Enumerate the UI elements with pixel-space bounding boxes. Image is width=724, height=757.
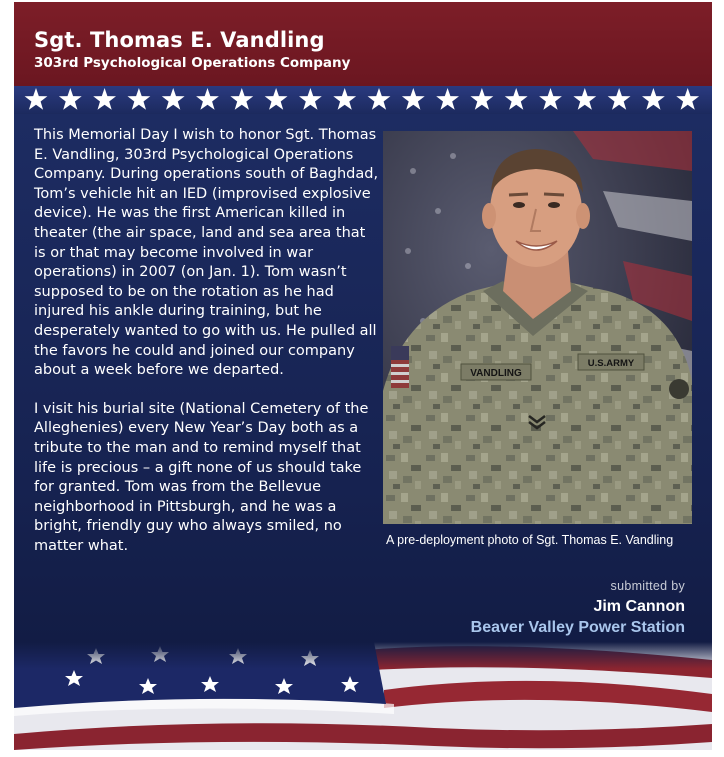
star-icon — [368, 88, 391, 110]
star-icon — [333, 88, 356, 110]
star-icon — [402, 88, 425, 110]
header-banner — [14, 2, 712, 90]
page-title: Sgt. Thomas E. Vandling — [34, 28, 325, 52]
story-text — [34, 126, 379, 575]
star-band — [14, 86, 712, 114]
star-icon — [436, 88, 459, 110]
story-paragraph: I visit his burial site (National Cemetery of the Alleghenies) every New Year’s Day both as a tribute to the man and to remind myself that life is precious – a gift none of us should take for granted. Tom was from the Bellevue neighborhood in Pittsburgh, and he was a bright, friendly guy who always smiled, no matter what. — [34, 400, 369, 554]
star-icon — [505, 88, 528, 110]
submitted-by-label: submitted by — [610, 579, 685, 593]
star-icon — [25, 88, 48, 110]
star-icon — [299, 88, 322, 110]
soldier-photo — [383, 131, 692, 524]
page-subtitle: 303rd Psychological Operations Company — [34, 55, 351, 71]
author-organization: Beaver Valley Power Station — [470, 619, 685, 636]
star-row-decoration — [14, 86, 712, 114]
star-icon — [162, 88, 185, 110]
star-icon — [471, 88, 494, 110]
star-icon — [93, 88, 116, 110]
photo-caption: A pre-deployment photo of Sgt. Thomas E. Vandling — [386, 533, 674, 547]
flag-decoration — [14, 642, 712, 750]
star-icon — [676, 88, 699, 110]
star-icon — [608, 88, 631, 110]
story-paragraph: This Memorial Day I wish to honor Sgt. Thomas E. Vandling, 303rd Psychological Operations Company. During operations south of Baghdad, Tom’s vehicle hit an IED (improvised explosive device). He was the first American killed in theater (the air space, land and sea area that is or that may become involved in war operations) in 2007 (on Jan. 1). Tom wasn’t supposed to be on the rotation as he had injured his ankle during training, but he desperately wanted to go with us. He pulled all the favors he could and joined our company about a week before we departed. — [34, 127, 379, 379]
content-area — [14, 114, 712, 649]
memorial-card — [14, 2, 712, 750]
waving-flag-image — [14, 642, 712, 750]
star-icon — [642, 88, 665, 110]
branch-tape: U.S.ARMY — [587, 358, 635, 369]
author-name: Jim Cannon — [593, 598, 685, 615]
star-icon — [230, 88, 253, 110]
portrait-image — [383, 131, 692, 524]
star-icon — [196, 88, 219, 110]
star-icon — [59, 88, 82, 110]
star-icon — [265, 88, 288, 110]
star-icon — [128, 88, 151, 110]
name-tape: VANDLING — [470, 368, 522, 379]
star-icon — [539, 88, 562, 110]
star-icon — [573, 88, 596, 110]
